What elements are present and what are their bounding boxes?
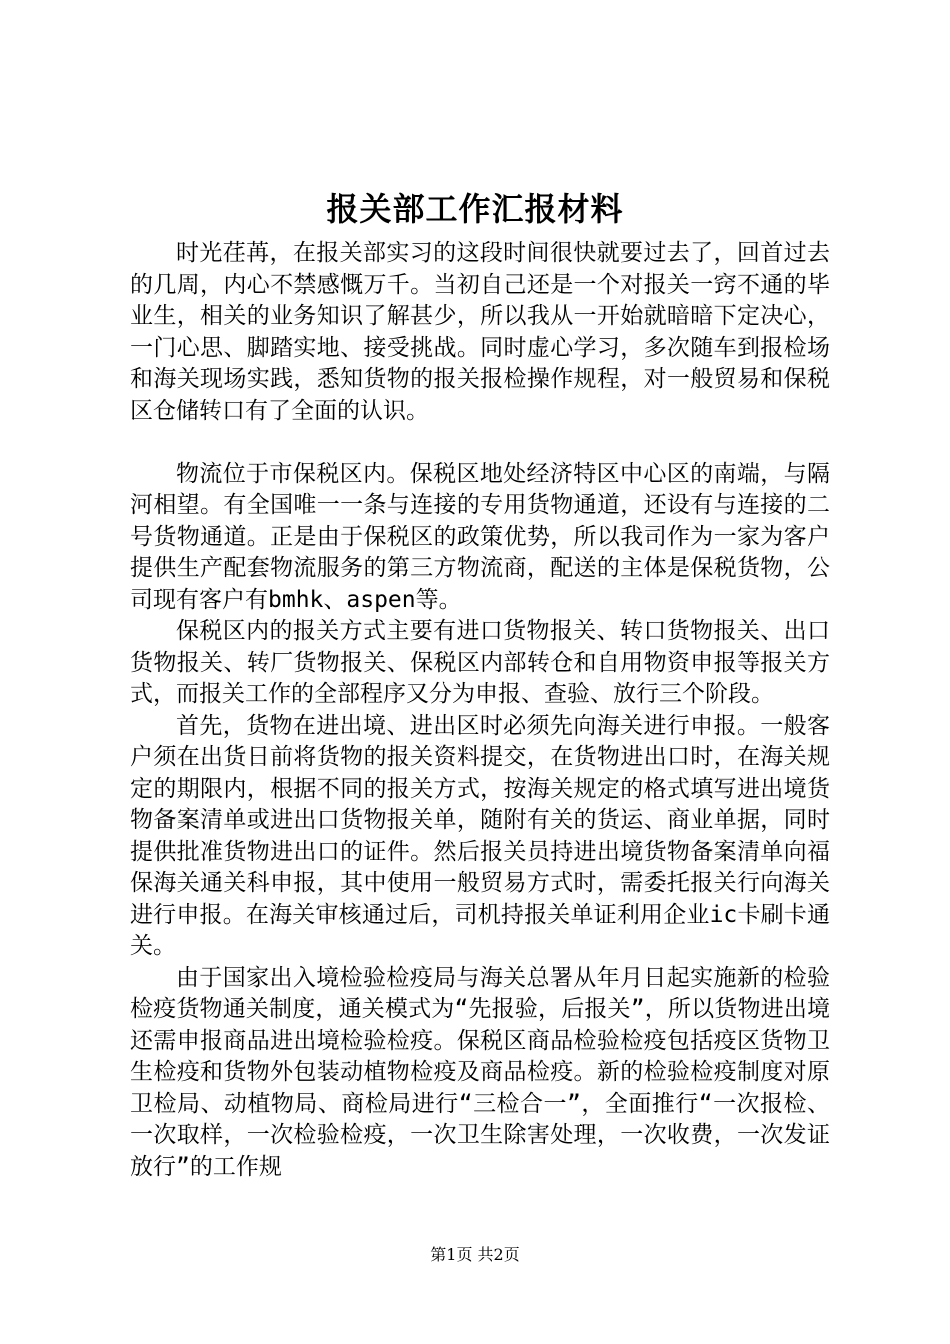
paragraph-gap bbox=[130, 427, 830, 459]
paragraph-1: 时光荏苒，在报关部实习的这段时间很快就要过去了，回首过去的几周，内心不禁感慨万千。当初自己还是一个对报关一窍不通的毕业生，相关的业务知识了解甚少，所以我从一开始就暗暗下定决心，一门心思、脚踏实地、接受挑战。同时虚心学习，多次随车到报检场和海关现场实践，悉知货物的报关报检操作规程，对一般贸易和保税区仓储转口有了全面的认识。 bbox=[130, 240, 830, 424]
paragraph-5: 由于国家出入境检验检疫局与海关总署从年月日起实施新的检验检疫货物通关制度，通关模式为“先报验，后报关”，所以货物进出境还需申报商品进出境检验检疫。保税区商品检验检疫包括疫区货物卫生检疫和货物外包装动植物检疫及商品检疫。新的检验检疫制度对原卫检局、动植物局、商检局进行“三检合一”，全面推行“一次报检、一次取样，一次检验检疫，一次卫生除害处理，一次收费，一次发证放行”的工作规 bbox=[130, 964, 830, 1180]
paragraph-2: 物流位于市保税区内。保税区地处经济特区中心区的南端，与隔河相望。有全国唯一一条与连接的专用货物通道，还设有与连接的二号货物通道。正是由于保税区的政策优势，所以我司作为一家为客户提供生产配套物流服务的第三方物流商，配送的主体是保税货物，公司现有客户有bmhk、aspen等。 bbox=[130, 460, 830, 613]
document-title: 报关部工作汇报材料 bbox=[326, 190, 624, 228]
paragraph-3: 保税区内的报关方式主要有进口货物报关、转口货物报关、出口货物报关、转厂货物报关、保税区内部转仓和自用物资申报等报关方式，而报关工作的全部程序又分为申报、查验、放行三个阶段。 bbox=[130, 618, 830, 707]
document-body bbox=[130, 238, 830, 1183]
page-footer: 第1页 共2页 bbox=[430, 1245, 520, 1264]
paragraph-4: 首先，货物在进出境、进出区时必须先向海关进行申报。一般客户须在出货日前将货物的报关资料提交，在货物进出口时，在海关规定的期限内，根据不同的报关方式，按海关规定的格式填写进出境货物备案清单或进出口货物报关单，随附有关的货运、商业单据，同时提供批准货物进出口的证件。然后报关员持进出境货物备案清单向福保海关通关科申报，其中使用一般贸易方式时，需委托报关行向海关进行申报。在海关审核通过后，司机持报关单证利用企业ic卡刷卡通关。 bbox=[130, 712, 830, 959]
